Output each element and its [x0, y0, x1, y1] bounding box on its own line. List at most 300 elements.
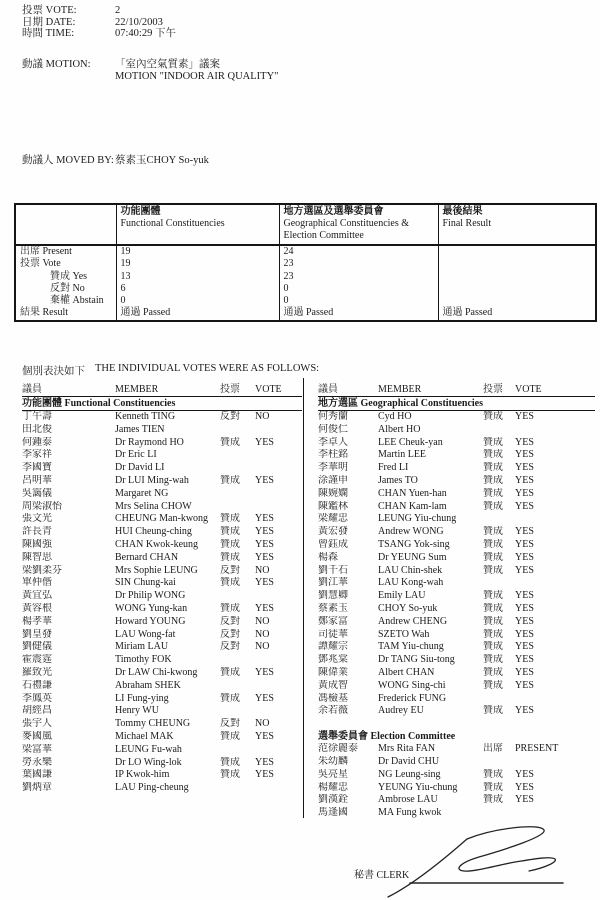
gc-value: 0	[279, 295, 438, 307]
member-name-en: Andrew CHENG	[378, 615, 448, 627]
member-name-en: CHEUNG Man-kwong	[115, 513, 209, 525]
member-row	[22, 488, 302, 501]
member-row	[318, 539, 595, 552]
gc-value: 23	[279, 258, 438, 270]
member-name-en: WONG Yung-kan	[115, 602, 188, 614]
summary-header-fc	[116, 204, 279, 245]
member-name-zh: 鄧兆棠	[318, 654, 348, 666]
member-name-zh: 陳智思	[22, 551, 52, 563]
member-name-zh: 劉皇發	[22, 628, 52, 640]
member-name-zh: 丁午壽	[22, 411, 52, 422]
member-vote-en: YES	[515, 487, 534, 499]
member-vote-en	[515, 807, 595, 820]
member-name-en: Andrew WONG	[378, 526, 444, 538]
member-row	[22, 449, 302, 462]
summary-header-row	[15, 204, 596, 245]
member-name-en: LAU Wong-fat	[115, 628, 176, 640]
member-vote-en	[255, 501, 302, 514]
member-name-zh: 黃容根	[22, 602, 52, 614]
member-vote-zh: 贊成	[220, 602, 240, 614]
member-vote-en: YES	[515, 781, 534, 793]
member-row	[318, 577, 595, 590]
member-row	[22, 731, 302, 744]
member-name-en: Albert CHAN	[378, 666, 435, 678]
member-vote-zh: 贊成	[483, 768, 503, 780]
member-name-zh: 麥國風	[22, 730, 52, 742]
member-name-en: Mrs Selina CHOW	[115, 500, 192, 512]
fc-value: 19	[116, 258, 279, 270]
member-vote-zh: 贊成	[220, 666, 240, 678]
member-vote-zh: 反對	[220, 564, 240, 576]
member-row	[318, 680, 595, 693]
vote-header-zh: 投票	[483, 384, 503, 395]
ec-member-list	[318, 743, 595, 820]
member-name-en: LEUNG Yiu-chung	[378, 513, 457, 525]
member-vote-zh	[220, 462, 255, 475]
member-vote-zh: 贊成	[483, 551, 503, 563]
member-vote-en: YES	[515, 794, 534, 806]
member-vote-zh: 反對	[220, 718, 240, 730]
member-name-zh: 馮檢基	[318, 692, 348, 704]
summary-header-empty	[15, 204, 116, 245]
member-name-en: Dr Eric LI	[115, 449, 157, 461]
member-name-zh: 司徒華	[318, 628, 348, 640]
geographical-constituencies-column	[318, 379, 595, 820]
member-vote-en: YES	[255, 436, 274, 448]
member-vote-zh: 贊成	[220, 513, 240, 525]
member-name-zh: 單仲偕	[22, 577, 52, 589]
gc-header-zh: 地方選區及選舉委員會	[283, 206, 384, 217]
member-name-zh: 朱幼麟	[318, 755, 348, 767]
member-vote-zh: 贊成	[483, 411, 503, 422]
member-vote-en	[255, 680, 302, 693]
member-name-en: LAU Chin-shek	[378, 564, 443, 576]
member-row	[318, 462, 595, 475]
member-name-en: Dr TANG Siu-tong	[378, 654, 455, 666]
motion-title-en: MOTION "INDOOR AIR QUALITY"	[115, 71, 279, 82]
member-vote-zh: 反對	[220, 615, 240, 627]
row-label: 投票 Vote	[20, 258, 61, 270]
member-name-zh: 吳靄儀	[22, 487, 52, 499]
fc-header-en: Functional Constituencies	[120, 218, 225, 229]
member-vote-en	[255, 424, 302, 437]
clerk-label: 秘書 CLERK	[354, 870, 410, 881]
member-name-en: NG Leung-sing	[378, 768, 441, 780]
member-vote-en: YES	[515, 679, 534, 691]
member-vote-en: YES	[515, 462, 534, 474]
member-name-zh: 張文光	[22, 513, 52, 525]
member-row	[318, 488, 595, 501]
member-vote-zh: 贊成	[483, 794, 503, 806]
member-row	[22, 629, 302, 642]
member-vote-zh: 贊成	[483, 436, 503, 448]
fc-value: 19	[116, 245, 279, 258]
member-vote-en: YES	[255, 577, 274, 589]
member-name-zh: 霍震霆	[22, 654, 52, 666]
member-vote-zh: 贊成	[483, 615, 503, 627]
member-vote-zh: 贊成	[220, 769, 240, 781]
member-row	[22, 501, 302, 514]
fc-section-title: 功能團體 Functional Constituencies	[22, 397, 302, 411]
member-vote-en	[515, 756, 595, 769]
member-name-en: LI Fung-ying	[115, 692, 169, 704]
member-name-en: SIN Chung-kai	[115, 577, 176, 589]
final-value: 通過 Passed	[438, 307, 596, 320]
member-name-zh: 李國寶	[22, 462, 52, 474]
fc-value: 6	[116, 283, 279, 295]
final-header-en: Final Result	[442, 218, 492, 229]
member-vote-en: YES	[515, 474, 534, 486]
member-name-zh: 劉炳章	[22, 782, 52, 794]
final-value	[438, 258, 596, 270]
member-row	[318, 501, 595, 514]
member-vote-zh	[483, 513, 515, 526]
member-vote-zh: 贊成	[483, 641, 503, 653]
member-vote-zh: 反對	[220, 628, 240, 640]
member-name-en: TAM Yiu-chung	[378, 641, 444, 653]
member-vote-en: YES	[515, 641, 534, 653]
member-vote-en: YES	[255, 666, 274, 678]
member-name-en: Frederick FUNG	[378, 692, 447, 704]
member-vote-en: YES	[255, 769, 274, 781]
member-row	[318, 654, 595, 667]
member-name-en: CHAN Kam-lam	[378, 500, 447, 512]
member-name-en: Dr Raymond HO	[115, 436, 184, 448]
member-row	[22, 680, 302, 693]
member-vote-en: NO	[255, 718, 270, 730]
right-column-header	[318, 379, 595, 397]
member-row	[318, 743, 595, 756]
ec-section-title: 選舉委員會 Election Committee	[318, 731, 456, 743]
gc-member-list	[318, 411, 595, 718]
member-row	[318, 705, 595, 718]
member-vote-zh: 贊成	[483, 538, 503, 550]
member-vote-en: YES	[515, 615, 534, 627]
member-vote-en: YES	[515, 551, 534, 563]
member-vote-zh: 贊成	[483, 449, 503, 461]
member-name-en: James TO	[378, 474, 418, 486]
member-vote-zh: 贊成	[483, 705, 503, 717]
member-row	[22, 475, 302, 488]
member-name-en: Timothy FOK	[115, 654, 172, 666]
member-vote-zh: 贊成	[483, 474, 503, 486]
final-value	[438, 295, 596, 307]
member-name-zh: 余若薇	[318, 705, 348, 717]
member-header-zh: 議員	[318, 384, 338, 395]
fc-value: 0	[116, 295, 279, 307]
summary-row-vote	[15, 258, 596, 270]
member-row	[318, 769, 595, 782]
member-vote-en	[515, 577, 595, 590]
member-name-en: Cyd HO	[378, 411, 412, 422]
member-name-en: CHOY So-yuk	[378, 602, 438, 614]
member-name-zh: 陳國強	[22, 538, 52, 550]
gc-section-title: 地方選區 Geographical Constituencies	[318, 397, 595, 411]
member-name-en: WONG Sing-chi	[378, 679, 446, 691]
member-name-zh: 楊森	[318, 551, 338, 563]
member-vote-zh	[483, 693, 515, 706]
member-vote-en	[255, 462, 302, 475]
member-vote-zh: 反對	[220, 641, 240, 653]
member-vote-en: NO	[255, 615, 270, 627]
member-name-zh: 吳亮星	[318, 768, 348, 780]
member-name-en: Bernard CHAN	[115, 551, 179, 563]
member-row	[22, 744, 302, 757]
vote-number-label: 投票 VOTE:	[22, 5, 77, 16]
member-name-zh: 石禮謙	[22, 679, 52, 691]
member-row	[22, 590, 302, 603]
member-vote-en	[515, 693, 595, 706]
member-vote-zh: 贊成	[483, 564, 503, 576]
member-row	[318, 424, 595, 437]
member-vote-zh: 贊成	[220, 526, 240, 538]
member-vote-en: YES	[255, 692, 274, 704]
member-name-en: Kenneth TING	[115, 411, 176, 422]
member-name-zh: 勞永樂	[22, 756, 52, 768]
member-vote-en: YES	[515, 654, 534, 666]
member-name-zh: 田北俊	[22, 423, 52, 435]
fc-value: 13	[116, 271, 279, 283]
member-vote-zh	[220, 705, 255, 718]
member-name-en: Dr LO Wing-lok	[115, 756, 182, 768]
member-vote-zh	[220, 488, 255, 501]
member-name-en: IP Kwok-him	[115, 769, 170, 781]
member-row	[22, 513, 302, 526]
gc-value: 0	[279, 283, 438, 295]
member-name-en: Mrs Sophie LEUNG	[115, 564, 198, 576]
member-vote-en	[255, 654, 302, 667]
member-vote-en: YES	[255, 551, 274, 563]
member-name-zh: 馬逢國	[318, 807, 348, 819]
member-vote-zh: 贊成	[483, 781, 503, 793]
member-row	[318, 590, 595, 603]
member-row	[318, 693, 595, 706]
member-name-en: Fred LI	[378, 462, 409, 474]
fc-value: 通過 Passed	[116, 307, 279, 320]
member-name-en: LAU Ping-cheung	[115, 782, 189, 794]
member-name-zh: 胡經昌	[22, 705, 52, 717]
member-name-zh: 何秀蘭	[318, 411, 348, 422]
member-name-en: CHAN Kwok-keung	[115, 538, 199, 550]
member-row	[22, 616, 302, 629]
member-vote-en: YES	[515, 436, 534, 448]
member-row	[22, 693, 302, 706]
member-vote-zh: 贊成	[220, 692, 240, 704]
member-vote-zh: 贊成	[220, 577, 240, 589]
member-name-zh: 劉千石	[318, 564, 348, 576]
member-name-zh: 曾鈺成	[318, 538, 348, 550]
member-name-zh: 鄭家富	[318, 615, 348, 627]
vote-summary-table	[14, 203, 597, 322]
member-name-zh: 陳偉業	[318, 666, 348, 678]
member-vote-en: YES	[515, 449, 534, 461]
member-name-zh: 陳婉嫻	[318, 487, 348, 499]
member-row	[318, 782, 595, 795]
member-name-en: Martin LEE	[378, 449, 427, 461]
vote-header-zh: 投票	[220, 384, 240, 395]
member-name-zh: 呂明華	[22, 474, 52, 486]
member-name-zh: 黃宏發	[318, 526, 348, 538]
member-vote-zh	[220, 654, 255, 667]
fc-header-zh: 功能團體	[120, 206, 161, 217]
member-vote-zh	[483, 756, 515, 769]
member-vote-zh	[220, 744, 255, 757]
member-name-en: Albert HO	[378, 423, 421, 435]
member-name-zh: 梁劉柔芬	[22, 564, 62, 576]
member-vote-zh: 贊成	[483, 628, 503, 640]
member-row	[318, 513, 595, 526]
member-name-zh: 劉健儀	[22, 641, 52, 653]
member-vote-zh: 贊成	[483, 590, 503, 602]
member-row	[22, 757, 302, 770]
member-name-en: Howard YOUNG	[115, 615, 186, 627]
member-name-en: Dr LAW Chi-kwong	[115, 666, 198, 678]
member-vote-en	[255, 488, 302, 501]
member-name-en: Henry WU	[115, 705, 159, 717]
member-vote-en: YES	[515, 564, 534, 576]
motion-label: 動議 MOTION:	[22, 59, 91, 70]
member-vote-zh: 贊成	[220, 730, 240, 742]
member-row	[22, 782, 302, 795]
summary-header-gc	[279, 204, 438, 245]
member-vote-en: YES	[515, 538, 534, 550]
member-name-zh: 劉漢銓	[318, 794, 348, 806]
member-name-zh: 葉國謙	[22, 769, 52, 781]
member-vote-zh	[220, 501, 255, 514]
final-value	[438, 245, 596, 258]
member-name-en: CHAN Yuen-han	[378, 487, 447, 499]
member-row	[22, 462, 302, 475]
member-name-en: Mrs Rita FAN	[378, 743, 436, 755]
member-row	[22, 603, 302, 616]
member-name-zh: 李卓人	[318, 436, 348, 448]
member-vote-en	[255, 782, 302, 795]
moved-by-value: 蔡素玉CHOY So-yuk	[115, 155, 209, 166]
moved-by-label: 動議人 MOVED BY:	[22, 155, 114, 166]
member-row	[22, 577, 302, 590]
motion-block	[22, 59, 278, 83]
summary-header-final	[438, 204, 596, 245]
member-vote-en	[255, 449, 302, 462]
member-vote-zh	[220, 590, 255, 603]
vote-number-value: 2	[115, 5, 121, 16]
member-name-en: LAU Kong-wah	[378, 577, 444, 589]
vote-number-row	[22, 5, 176, 17]
final-header-zh: 最後結果	[442, 206, 483, 217]
member-name-zh: 劉江華	[318, 577, 348, 589]
member-vote-en	[255, 590, 302, 603]
member-vote-zh	[483, 424, 515, 437]
member-name-en: Michael MAK	[115, 730, 174, 742]
member-vote-zh: 贊成	[483, 487, 503, 499]
vote-header-en: VOTE	[255, 384, 282, 395]
member-name-zh: 何俊仁	[318, 423, 348, 435]
member-row	[22, 552, 302, 565]
member-row	[22, 718, 302, 731]
member-vote-en: YES	[515, 705, 534, 717]
individual-votes-title-en: THE INDIVIDUAL VOTES WERE AS FOLLOWS:	[95, 363, 320, 374]
member-vote-en: NO	[255, 641, 270, 653]
member-name-en: Margaret NG	[115, 487, 169, 499]
member-row	[318, 437, 595, 450]
member-name-zh: 何鍾泰	[22, 436, 52, 448]
time-value: 07:40:29 下午	[115, 28, 176, 39]
final-value	[438, 283, 596, 295]
member-row	[22, 705, 302, 718]
member-name-en: LEE Cheuk-yan	[378, 436, 443, 448]
member-name-zh: 蔡素玉	[318, 602, 348, 614]
member-vote-en: YES	[515, 628, 534, 640]
member-row	[318, 807, 595, 820]
member-row	[318, 552, 595, 565]
member-vote-en: NO	[255, 564, 270, 576]
member-row	[318, 629, 595, 642]
member-vote-zh: 反對	[220, 411, 240, 422]
clerk-signature	[382, 823, 592, 898]
member-vote-zh: 贊成	[220, 538, 240, 550]
meta-block	[22, 5, 176, 40]
member-vote-en	[255, 705, 302, 718]
member-name-zh: 李家祥	[22, 449, 52, 461]
date-row	[22, 17, 176, 29]
member-name-zh: 劉慧卿	[318, 590, 348, 602]
member-vote-zh: 贊成	[483, 666, 503, 678]
member-vote-zh	[220, 782, 255, 795]
member-vote-en: YES	[255, 513, 274, 525]
member-vote-zh	[483, 807, 515, 820]
member-vote-zh: 贊成	[483, 602, 503, 614]
member-vote-en: YES	[255, 526, 274, 538]
member-row	[22, 667, 302, 680]
member-name-en: James TIEN	[115, 423, 165, 435]
member-name-zh: 李柱銘	[318, 449, 348, 461]
member-name-zh: 楊耀忠	[318, 781, 348, 793]
member-name-zh: 陳鑑林	[318, 500, 348, 512]
member-vote-en: YES	[515, 526, 534, 538]
member-vote-zh: 贊成	[483, 500, 503, 512]
row-label: 反對 No	[50, 282, 85, 294]
summary-row-yes	[15, 271, 596, 283]
member-name-en: Dr David CHU	[378, 755, 440, 767]
member-header-zh: 議員	[22, 384, 42, 395]
member-name-en: Dr LUI Ming-wah	[115, 474, 189, 486]
member-row	[22, 437, 302, 450]
member-row	[22, 641, 302, 654]
member-name-en: SZETO Wah	[378, 628, 430, 640]
member-name-zh: 涂謹申	[318, 474, 348, 486]
member-row	[22, 411, 302, 424]
member-vote-zh	[220, 424, 255, 437]
member-name-en: Abraham SHEK	[115, 679, 181, 691]
member-vote-zh: 贊成	[483, 679, 503, 691]
member-row	[318, 411, 595, 424]
member-name-zh: 張宇人	[22, 718, 52, 730]
member-row	[22, 539, 302, 552]
summary-row-result	[15, 307, 596, 320]
member-name-zh: 許長青	[22, 526, 52, 538]
member-row	[318, 756, 595, 769]
gc-value: 23	[279, 271, 438, 283]
time-row	[22, 28, 176, 40]
member-vote-en: PRESENT	[515, 743, 559, 755]
member-vote-en: YES	[515, 602, 534, 614]
functional-constituencies-column	[22, 379, 302, 795]
member-name-zh: 李鳳英	[22, 692, 52, 704]
member-vote-zh: 贊成	[220, 756, 240, 768]
gc-header-en: Geographical Constituencies & Election Committee	[283, 218, 410, 241]
member-name-en: Dr YEUNG Sum	[378, 551, 447, 563]
moved-by-block	[22, 152, 209, 167]
